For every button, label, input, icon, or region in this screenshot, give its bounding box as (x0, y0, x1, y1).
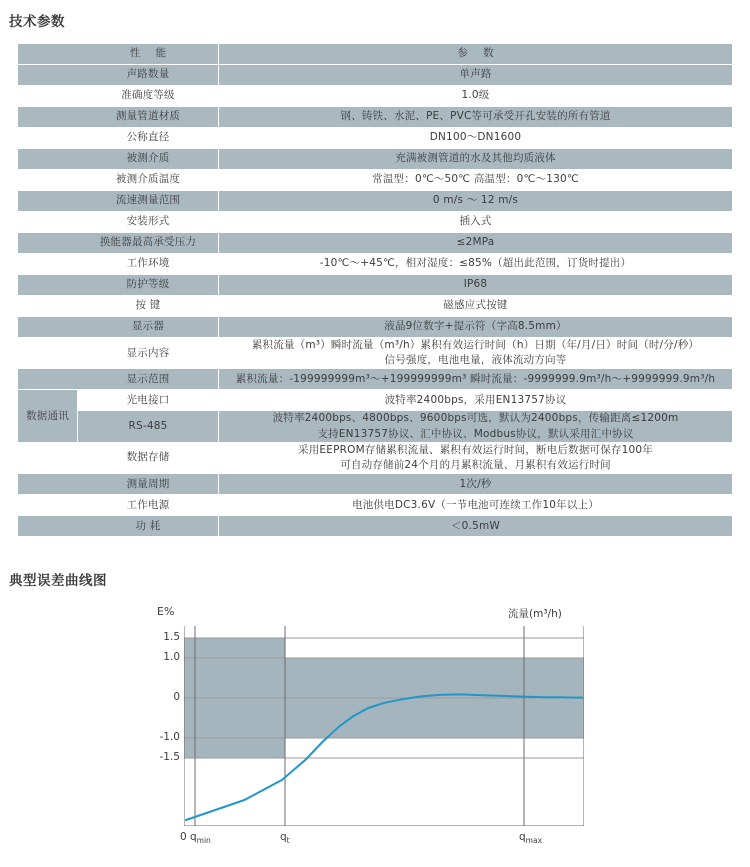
error-curve-chart (0, 600, 750, 860)
chart-x-tick-label: $q_{max}$ (519, 831, 543, 846)
table-row-value: 插入式 (219, 212, 732, 232)
table-row-label: 被测介质温度 (78, 170, 219, 190)
table-row-spacer (18, 474, 78, 494)
table-row (18, 495, 732, 515)
table-row (18, 474, 732, 494)
table-group-label: 数据通讯 (18, 390, 78, 441)
section-title-error-curve: 典型误差曲线图 (9, 573, 107, 589)
table-row-value: 采用EEPROM存储累积流量、累积有效运行时间，断电后数据可保存100年 可自动存储前24个月的月累积流量、月累积有效运行时间 (219, 443, 732, 473)
table-row-spacer (18, 275, 78, 295)
table-row-value: 1次/秒 (219, 474, 732, 494)
table-row-label: 工作电源 (78, 495, 219, 515)
table-row-value: DN100～DN1600 (219, 128, 732, 148)
table-row-spacer (18, 254, 78, 274)
table-row-label: 换能器最高承受压力 (78, 233, 219, 253)
table-row (18, 65, 732, 85)
table-row-label: 流速测量范围 (78, 191, 219, 211)
page-title-tech-params: 技术参数 (9, 14, 65, 30)
table-row-spacer (18, 443, 78, 473)
table-row-label: 显示范围 (78, 369, 219, 389)
table-row (18, 516, 732, 536)
table-row-label: 准确度等级 (78, 86, 219, 106)
table-row (18, 275, 732, 295)
table-row-value: 1.0级 (219, 86, 732, 106)
table-row-value: 累积流量（m³）瞬时流量（m³/h）累积有效运行时间（h）日期（年/月/日）时间（时/分/秒） 信号强度，电池电量，液体流动方向等 (219, 338, 732, 368)
table-row-value: 充满被测管道的水及其他均质液体 (219, 149, 732, 169)
table-row-spacer (18, 296, 78, 316)
table-row-value: 钢、铸铁、水泥、PE、PVC等可承受开孔安装的所有管道 (219, 107, 732, 127)
table-header-label: 性 能 (78, 44, 219, 64)
table-row (18, 317, 732, 337)
table-row-label: 公称直径 (78, 128, 219, 148)
table-row-label: 显示器 (78, 317, 219, 337)
chart-y-ticks (146, 600, 180, 830)
table-row-spacer (18, 212, 78, 232)
table-row (18, 338, 732, 368)
table-row-value: 0 m/s ～ 12 m/s (219, 191, 732, 211)
table-row-label: 显示内容 (78, 338, 219, 368)
table-row-spacer (18, 128, 78, 148)
table-row-label: 防护等级 (78, 275, 219, 295)
chart-y-tick-label: -1.5 (159, 751, 180, 763)
table-row-spacer (18, 495, 78, 515)
table-row-value: 波特率2400bps、4800bps、9600bps可选，默认为2400bps，传输距离≤1200m 支持EN13757协议、汇中协议、Modbus协议，默认采用汇中协议 (219, 411, 732, 441)
chart-plot-area (184, 626, 584, 826)
table-header-spacer (18, 44, 78, 64)
table-row-value: 常温型：0℃～50℃ 高温型：0℃～130℃ (219, 170, 732, 190)
table-row-value: -10℃～+45℃，相对湿度：≤85%（超出此范围，订货时提出） (219, 254, 732, 274)
table-row-spacer (18, 86, 78, 106)
table-row-spacer (18, 338, 78, 368)
table-row (18, 369, 732, 389)
table-row-spacer (18, 191, 78, 211)
chart-y-tick-label: 1.0 (163, 651, 180, 663)
table-row-spacer (18, 65, 78, 85)
table-row-spacer (18, 369, 78, 389)
table-row-label: 安装形式 (78, 212, 219, 232)
table-row-label: 测量周期 (78, 474, 219, 494)
table-row-value: 累积流量：-199999999m³～+199999999m³ 瞬时流量：-9999999.9m³/h～+9999999.9m³/h (219, 369, 732, 389)
table-row (18, 128, 732, 148)
table-row-spacer (18, 170, 78, 190)
table-row-spacer (18, 317, 78, 337)
table-row-label: RS-485 (78, 411, 219, 441)
chart-y-tick-label: 1.5 (163, 631, 180, 643)
table-row (18, 107, 732, 127)
chart-y-tick-label: -1.0 (159, 731, 180, 743)
technical-parameters-table (18, 43, 732, 537)
table-row-value: 波特率2400bps，采用EN13757协议 (219, 390, 732, 410)
chart-x-tick-label: $q_t$ (280, 831, 290, 846)
table-row (18, 254, 732, 274)
table-row (18, 390, 732, 410)
table-row (18, 170, 732, 190)
table-row-value: 液晶9位数字+提示符（字高8.5mm） (219, 317, 732, 337)
table-row (18, 411, 732, 441)
table-row-label: 按 键 (78, 296, 219, 316)
table-row-label: 测量管道材质 (78, 107, 219, 127)
table-row (18, 296, 732, 316)
table-header-value: 参 数 (219, 44, 732, 64)
table-row (18, 443, 732, 473)
spec-table-container (18, 43, 732, 537)
table-row (18, 233, 732, 253)
table-row (18, 86, 732, 106)
table-row-spacer (18, 107, 78, 127)
table-row-spacer (18, 516, 78, 536)
table-row-label: 被测介质 (78, 149, 219, 169)
table-row-label: 功 耗 (78, 516, 219, 536)
table-row-value: 磁感应式按键 (219, 296, 732, 316)
table-row-label: 声路数量 (78, 65, 219, 85)
table-row-label: 数据存储 (78, 443, 219, 473)
table-row-value: 单声路 (219, 65, 732, 85)
table-row-label: 工作环境 (78, 254, 219, 274)
chart-y-axis-label: E% (157, 605, 175, 618)
chart-x-axis-label: 流量(m³/h) (508, 608, 562, 620)
table-row (18, 212, 732, 232)
table-row (18, 149, 732, 169)
table-row-value: 电池供电DC3.6V（一节电池可连续工作10年以上） (219, 495, 732, 515)
chart-y-tick-label: 0 (173, 691, 180, 703)
table-row-spacer (18, 233, 78, 253)
table-row-label: 光电接口 (78, 390, 219, 410)
chart-x-tick-label: 0 (180, 831, 187, 843)
table-row-value: ＜0.5mW (219, 516, 732, 536)
table-row-spacer (18, 149, 78, 169)
table-row-value: IP68 (219, 275, 732, 295)
table-row (18, 191, 732, 211)
chart-x-tick-label: $q_{min}$ (190, 831, 211, 846)
table-row-value: ≤2MPa (219, 233, 732, 253)
table-header-row (18, 44, 732, 64)
